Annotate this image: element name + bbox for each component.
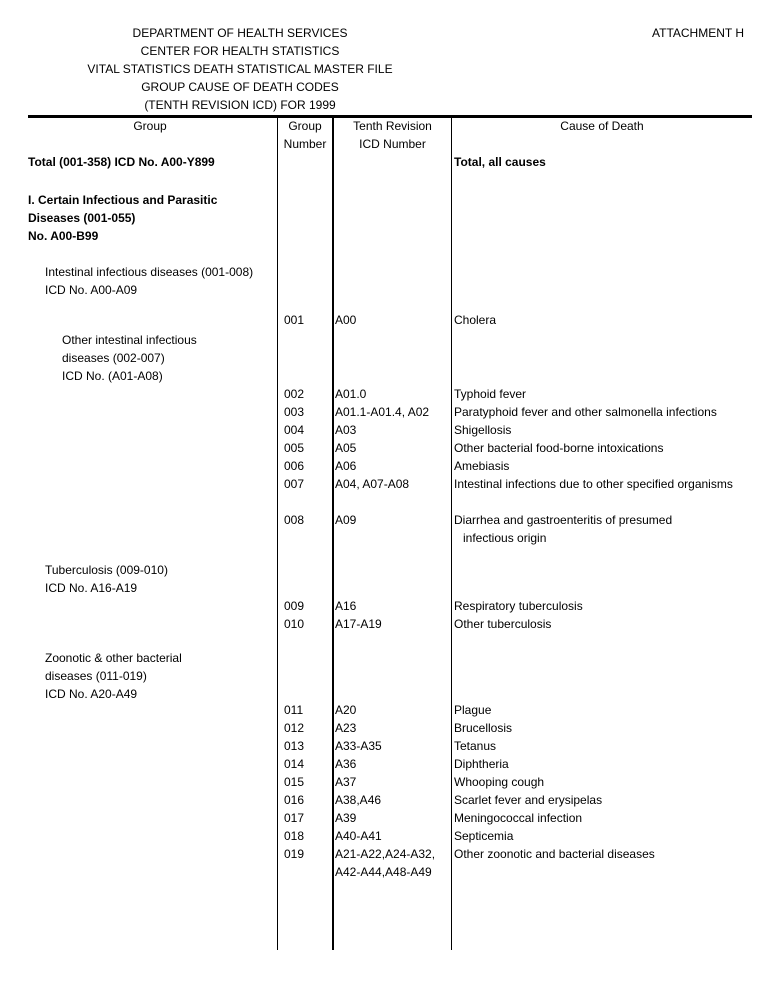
row-003-num: 003 [284, 405, 305, 419]
group-zoonotic-3: ICD No. A20-A49 [45, 687, 138, 701]
row-016-icd: A38,A46 [335, 793, 382, 807]
row-001-icd: A00 [335, 313, 357, 327]
block3-causes [454, 701, 655, 863]
row-002-cause: Typhoid fever [454, 387, 527, 401]
row-019-icd: A21-A22,A24-A32, [335, 847, 436, 861]
col-heading-icd-2: ICD Number [359, 137, 426, 151]
col-heading-group-number-1: Group [288, 119, 322, 133]
block2-nums [284, 597, 304, 633]
row-004-icd: A03 [335, 423, 357, 437]
section-title-2: Diseases (001-055) [28, 211, 136, 225]
row-008-cause-2: infectious origin [463, 531, 547, 545]
row-013-icd: A33-A35 [335, 739, 382, 753]
row-019-num: 019 [284, 847, 305, 861]
group-other-intestinal-3: ICD No. (A01-A08) [62, 369, 163, 383]
block1-icds [335, 385, 429, 493]
row-015-num: 015 [284, 775, 305, 789]
row-018-num: 018 [284, 829, 305, 843]
row-009-cause: Respiratory tuberculosis [454, 599, 583, 613]
row-005-cause: Other bacterial food-borne intoxications [454, 441, 664, 455]
column-divider-2 [332, 116, 334, 950]
col-heading-cause: Cause of Death [560, 119, 644, 133]
row-002-num: 002 [284, 387, 305, 401]
column-divider-3 [451, 116, 452, 950]
row-017-num: 017 [284, 811, 305, 825]
total-label: Total (001-358) ICD No. A00-Y899 [28, 155, 215, 169]
group-other-intestinal-1: Other intestinal infectious [62, 333, 197, 347]
group-other-intestinal-2: diseases (002-007) [62, 351, 165, 365]
row-007-cause: Intestinal infections due to other specified organisms [454, 477, 733, 491]
col-heading-icd-1: Tenth Revision [353, 119, 432, 133]
row-003-cause: Paratyphoid fever and other salmonella infections [454, 405, 717, 419]
row-001-cause: Cholera [454, 313, 497, 327]
block1-causes [454, 385, 733, 493]
header-line-3: VITAL STATISTICS DEATH STATISTICAL MASTER FILE [87, 62, 393, 76]
row-011-icd: A20 [335, 703, 357, 717]
row-006-icd: A06 [335, 459, 357, 473]
row-009-icd: A16 [335, 599, 357, 613]
row-014-icd: A36 [335, 757, 357, 771]
row-016-cause: Scarlet fever and erysipelas [454, 793, 603, 807]
row-015-icd: A37 [335, 775, 357, 789]
row-002-icd: A01.0 [335, 387, 367, 401]
row-012-num: 012 [284, 721, 305, 735]
row-014-num: 014 [284, 757, 305, 771]
row-011-cause: Plague [454, 703, 492, 717]
row-007-icd: A04, A07-A08 [335, 477, 410, 491]
group-tuberculosis-1: Tuberculosis (009-010) [45, 563, 168, 577]
row-004-cause: Shigellosis [454, 423, 512, 437]
section-title-3: No. A00-B99 [28, 229, 99, 243]
attachment-label: ATTACHMENT H [652, 26, 744, 40]
row-010-icd: A17-A19 [335, 617, 382, 631]
row-013-cause: Tetanus [454, 739, 497, 753]
row-012-icd: A23 [335, 721, 357, 735]
row-003-icd: A01.1-A01.4, A02 [335, 405, 430, 419]
group-tuberculosis-2: ICD No. A16-A19 [45, 581, 138, 595]
row-004-num: 004 [284, 423, 305, 437]
row-018-cause: Septicemia [454, 829, 514, 843]
column-divider-1 [277, 116, 278, 950]
row-005-icd: A05 [335, 441, 357, 455]
header-line-1: DEPARTMENT OF HEALTH SERVICES [132, 26, 348, 40]
header-line-2: CENTER FOR HEALTH STATISTICS [140, 44, 340, 58]
row-008-cause-1: Diarrhea and gastroenteritis of presumed [454, 513, 673, 527]
row-014-cause: Diphtheria [454, 757, 509, 771]
row-001-num: 001 [284, 313, 305, 327]
row-017-icd: A39 [335, 811, 357, 825]
section-title-1: I. Certain Infectious and Parasitic [28, 193, 218, 207]
row-015-cause: Whooping cough [454, 775, 545, 789]
block3-nums [284, 701, 304, 863]
col-heading-group: Group [133, 119, 167, 133]
total-cause: Total, all causes [454, 155, 546, 169]
row-007-num: 007 [284, 477, 305, 491]
row-019-icd-cont: A42-A44,A48-A49 [335, 865, 432, 879]
header-line-4: GROUP CAUSE OF DEATH CODES [141, 80, 339, 94]
row-012-cause: Brucellosis [454, 721, 513, 735]
block2-causes [454, 597, 583, 633]
row-005-num: 005 [284, 441, 305, 455]
row-006-num: 006 [284, 459, 305, 473]
row-013-num: 013 [284, 739, 305, 753]
group-zoonotic-1: Zoonotic & other bacterial [45, 651, 182, 665]
row-008-icd: A09 [335, 513, 357, 527]
row-018-icd: A40-A41 [335, 829, 382, 843]
row-006-cause: Amebiasis [454, 459, 510, 473]
row-016-num: 016 [284, 793, 305, 807]
block3-icds [335, 701, 435, 881]
row-009-num: 009 [284, 599, 305, 613]
block2-icds [335, 597, 382, 633]
row-011-num: 011 [284, 703, 304, 717]
group-intestinal-1: Intestinal infectious diseases (001-008) [45, 265, 254, 279]
row-010-cause: Other tuberculosis [454, 617, 552, 631]
block1-nums [284, 385, 304, 493]
group-zoonotic-2: diseases (011-019) [45, 669, 147, 683]
row-010-num: 010 [284, 617, 305, 631]
header-line-5: (TENTH REVISION ICD) FOR 1999 [144, 98, 336, 112]
row-017-cause: Meningococcal infection [454, 811, 583, 825]
row-008-num: 008 [284, 513, 305, 527]
row-019-cause: Other zoonotic and bacterial diseases [454, 847, 655, 861]
group-intestinal-2: ICD No. A00-A09 [45, 283, 138, 297]
col-heading-group-number-2: Number [283, 137, 327, 151]
